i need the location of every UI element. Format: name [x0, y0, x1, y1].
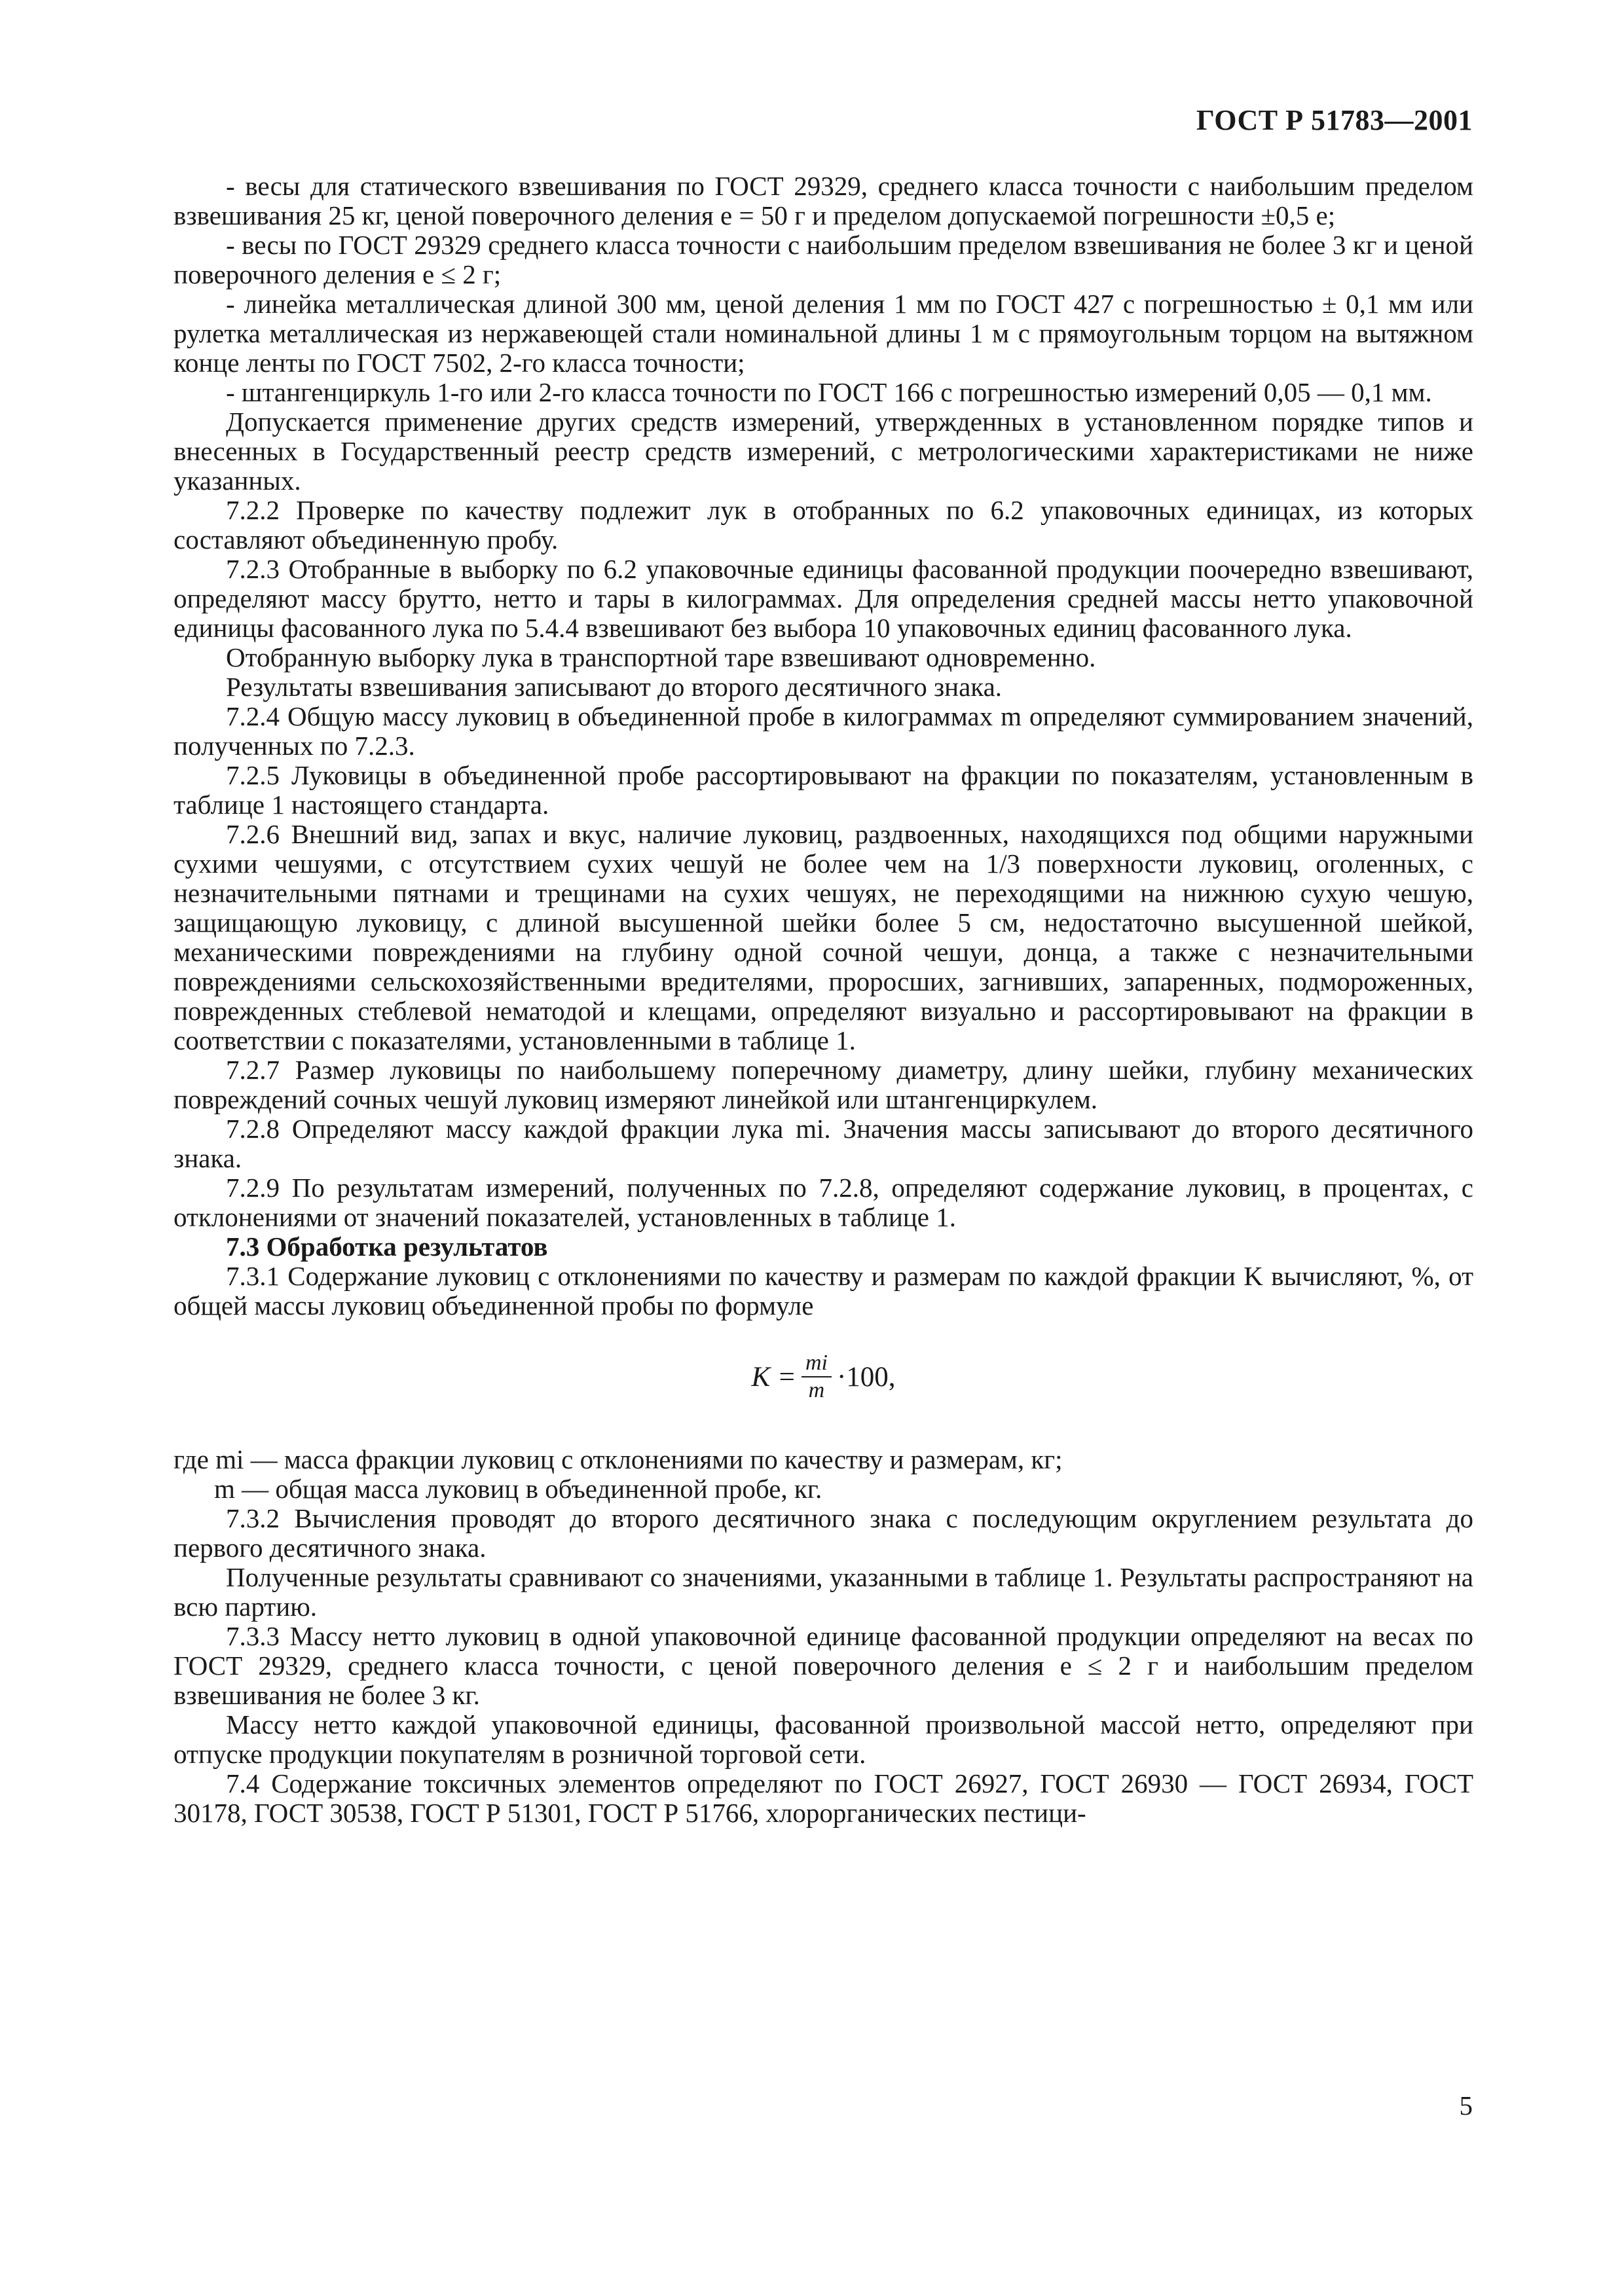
paragraph: - линейка металлическая длиной 300 мм, ценой деления 1 мм по ГОСТ 427 с погрешностью ± 0,1 мм или рулетка металлическая из нержавеющей стали номинальной длины 1 м с прямоугольным торцом на вытяжном конце ленты по ГОСТ 7502, 2-го класса точности; [174, 289, 1473, 378]
paragraph: - штангенциркуль 1-го или 2-го класса точности по ГОСТ 166 с погрешностью измерений 0,05 — 0,1 мм. [226, 377, 1432, 407]
document-header: ГОСТ Р 51783—2001 [1196, 104, 1473, 136]
paragraph: 7.2.8 Определяют массу каждой фракции лука mi. Значения массы записывают до второго десятичного знака. [174, 1114, 1473, 1173]
page-number: 5 [1459, 2090, 1473, 2121]
paragraph: Допускается применение других средств измерений, утвержденных в установленном порядке типов и внесенных в Государственный реестр средств измерений, с метрологическими характеристиками не ниже указанных. [174, 407, 1473, 496]
formula-lhs: K = [751, 1361, 796, 1393]
definition: m — общая масса луковиц в объединенной пробе, кг. [214, 1474, 822, 1504]
section-heading: 7.3 Обработка результатов [226, 1231, 548, 1262]
definition: где mi — масса фракции луковиц с отклонениями по качеству и размерам, кг; [174, 1444, 1063, 1474]
paragraph: 7.2.5 Луковицы в объединенной пробе рассортировывают на фракции по показателям, установленным в таблице 1 настоящего стандарта. [174, 760, 1473, 820]
body-text [174, 172, 1473, 1828]
paragraph: 7.2.7 Размер луковицы по наибольшему поперечному диаметру, длину шейки, глубину механических повреждений сочных чешуй луковиц измеряют линейкой или штангенциркулем. [174, 1055, 1473, 1114]
definitions [174, 1445, 1473, 1504]
paragraph: 7.2.9 По результатам измерений, полученных по 7.2.8, определяют содержание луковиц, в процентах, с отклонениями от значений показателей, установленных в таблице 1. [174, 1173, 1473, 1232]
paragraph: Массу нетто каждой упаковочной единицы, фасованной произвольной массой нетто, определяют при отпуске продукции покупателям в розничной торговой сети. [174, 1709, 1473, 1769]
paragraph: - весы для статического взвешивания по ГОСТ 29329, среднего класса точности с наибольшим пределом взвешивания 25 кг, ценой поверочного деления e = 50 г и пределом допускаемой погрешности ±0,5 e; [174, 171, 1473, 230]
paragraph: 7.4 Содержание токсичных элементов определяют по ГОСТ 26927, ГОСТ 26930 — ГОСТ 26934, ГОСТ 30178, ГОСТ 30538, ГОСТ Р 51301, ГОСТ Р 51766, хлорорганических пестици- [174, 1768, 1473, 1828]
formula-denominator: m [808, 1378, 825, 1402]
paragraph: 7.2.4 Общую массу луковиц в объединенной пробе в килограммах m определяют суммированием значений, полученных по 7.2.3. [174, 701, 1473, 761]
paragraph: 7.2.3 Отобранные в выборку по 6.2 упаковочные единицы фасованной продукции поочередно взвешивают, определяют массу брутто, нетто и тары в килограммах. Для определения средней массы нетто упаковочной единицы фасованного лука по 5.4.4 взвешивают без выбора 10 упаковочных единиц фасованного лука. [174, 554, 1473, 643]
paragraph: Полученные результаты сравнивают со значениями, указанными в таблице 1. Результаты распространяют на всю партию. [174, 1562, 1473, 1622]
paragraph: Отобранную выборку лука в транспортной таре взвешивают одновременно. [226, 642, 1096, 672]
formula [174, 1338, 1473, 1416]
paragraph: 7.3.2 Вычисления проводят до второго десятичного знака с последующим округлением результата до первого десятичного знака. [174, 1503, 1473, 1563]
paragraph: Результаты взвешивания записывают до второго десятичного знака. [226, 672, 1003, 702]
paragraph: 7.3.3 Массу нетто луковиц в одной упаковочной единице фасованной продукции определяют на весах по ГОСТ 29329, среднего класса точности, с ценой поверочного деления e ≤ 2 г и наибольшим пределом взвешивания не более 3 кг. [174, 1621, 1473, 1710]
paragraph: 7.3.1 Содержание луковиц с отклонениями по качеству и размерам по каждой фракции K вычисляют, %, от общей массы луковиц объединенной пробы по формуле [174, 1261, 1473, 1321]
formula-fraction [802, 1350, 832, 1404]
paragraph: 7.2.2 Проверке по качеству подлежит лук в отобранных по 6.2 упаковочных единицах, из которых составляют объединенную пробу. [174, 495, 1473, 555]
formula-rhs: ·100, [836, 1361, 896, 1393]
paragraph: - весы по ГОСТ 29329 среднего класса точности с наибольшим пределом взвешивания не более 3 кг и ценой поверочного деления e ≤ 2 г; [174, 230, 1473, 289]
formula-numerator: mi [802, 1350, 832, 1377]
paragraph: 7.2.6 Внешний вид, запах и вкус, наличие луковиц, раздвоенных, находящихся под общими наружными сухими чешуями, с отсутствием сухих чешуй не более чем на 1/3 поверхности луковиц, оголенных, с незначительными пятнами и трещинами на сухих чешуях, не переходящими на нижнюю сухую чешую, защищающую луковицу, с длиной высушенной шейки более 5 см, недостаточно высушенной шейкой, механическими повреждениями на глубину одной сочной чешуи, донца, а также с незначительными повреждениями сельскохозяйственными вредителями, проросших, загнивших, запаренных, подмороженных, поврежденных стеблевой нематодой и клещами, определяют визуально и рассортировывают на фракции в соответствии с показателями, установленными в таблице 1. [174, 819, 1473, 1055]
